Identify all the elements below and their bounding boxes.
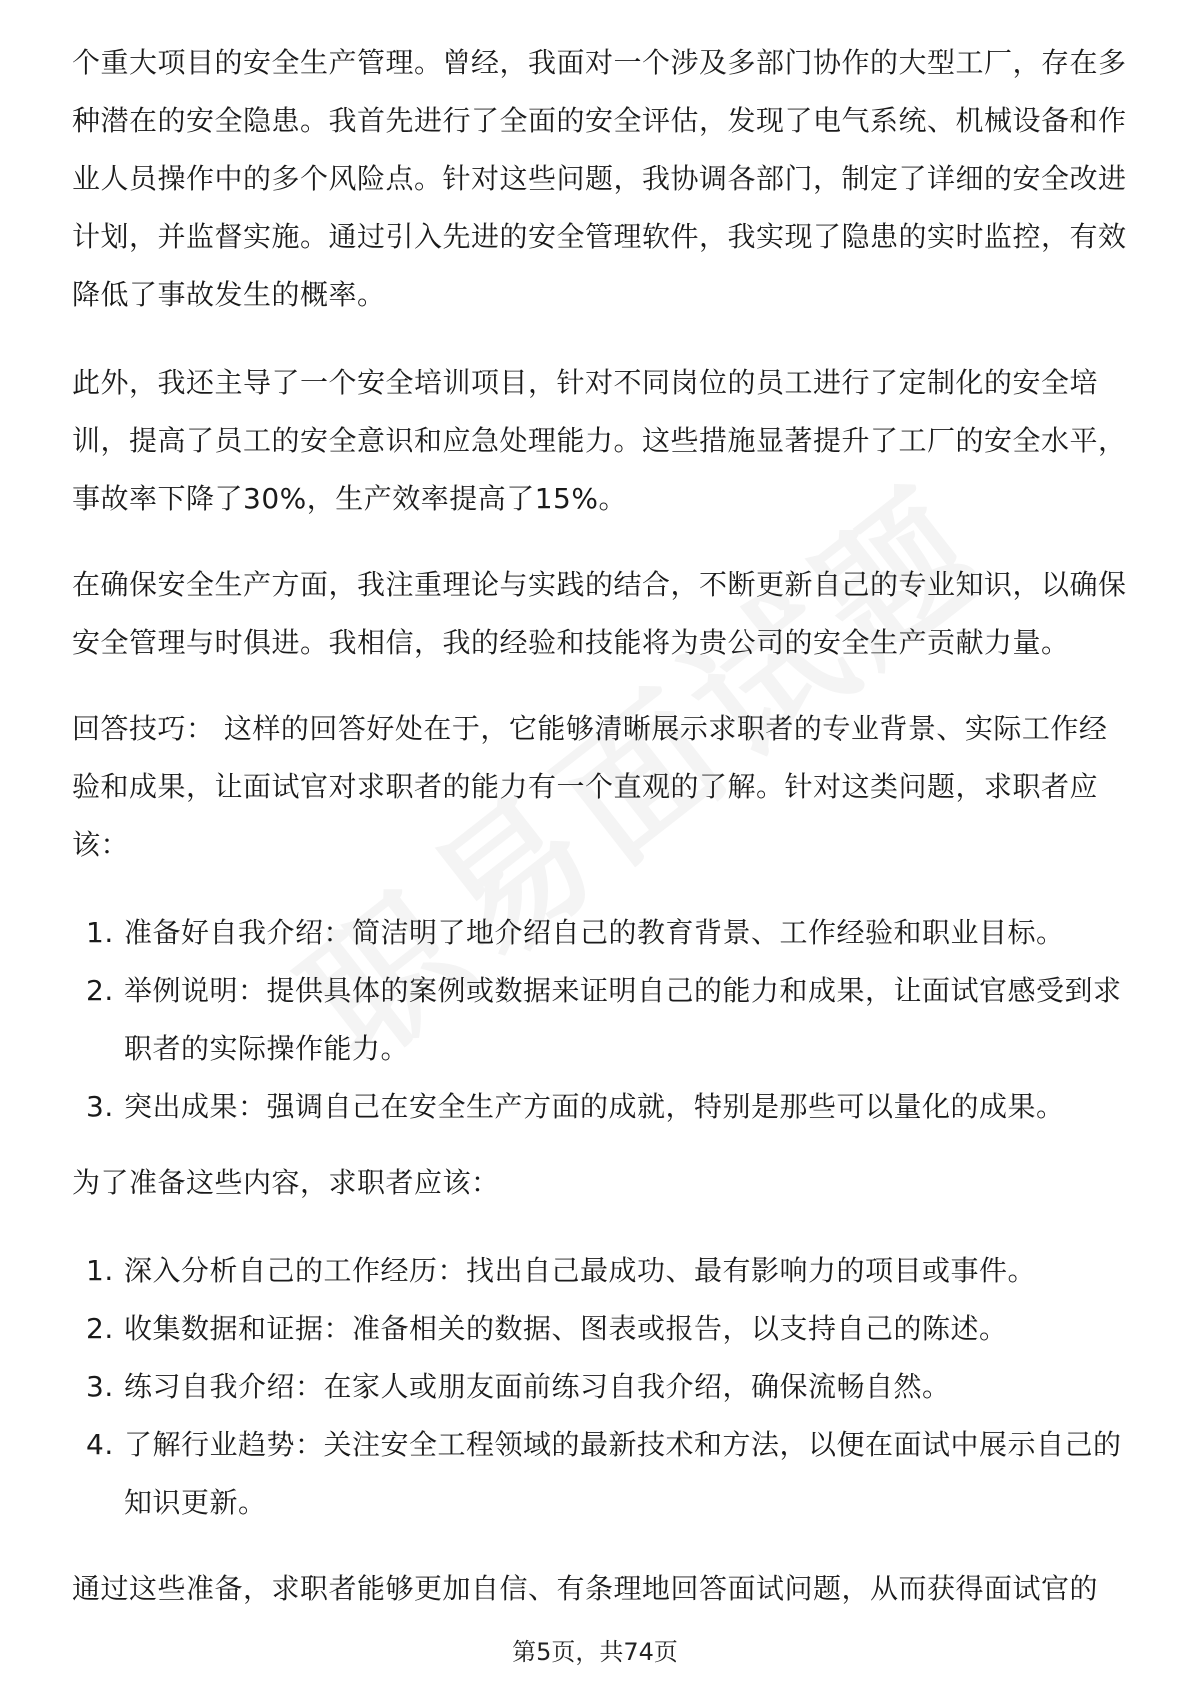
paragraph-answer-tips: 回答技巧： 这样的回答好处在于，它能够清晰展示求职者的专业背景、实际工作经验和成果，让面试官对求职者的能力有一个直观的了解。针对这类问题，求职者应该： bbox=[72, 712, 1108, 861]
paragraph-theory-practice: 在确保安全生产方面，我注重理论与实践的结合，不断更新自己的专业知识，以确保安全管理与时俱进。我相信，我的经验和技能将为贵公司的安全生产贡献力量。 bbox=[72, 568, 1127, 659]
list-item: 1. 准备好自我介绍：简洁明了地介绍自己的教育背景、工作经验和职业目标。 bbox=[86, 916, 1065, 949]
prepare-list bbox=[72, 1242, 1132, 1532]
paragraph-conclusion: 通过这些准备，求职者能够更加自信、有条理地回答面试问题，从而获得面试官的 bbox=[72, 1572, 1099, 1605]
paragraph-prepare-intro: 为了准备这些内容，求职者应该： bbox=[72, 1166, 500, 1199]
list-item: 2. 收集数据和证据：准备相关的数据、图表或报告，以支持自己的陈述。 bbox=[86, 1312, 1008, 1345]
list-item: 4. 了解行业趋势：关注安全工程领域的最新技术和方法，以便在面试中展示自己的知识更新。 bbox=[86, 1428, 1122, 1519]
tips-list bbox=[72, 904, 1132, 1136]
paragraph-safety-training: 此外，我还主导了一个安全培训项目，针对不同岗位的员工进行了定制化的安全培训，提高了员工的安全意识和应急处理能力。这些措施显著提升了工厂的安全水平，事故率下降了30%，生产效率提高了15%。 bbox=[72, 366, 1127, 515]
paragraph-project-management: 个重大项目的安全生产管理。曾经，我面对一个涉及多部门协作的大型工厂，存在多种潜在的安全隐患。我首先进行了全面的安全评估，发现了电气系统、机械设备和作业人员操作中的多个风险点。针对这些问题，我协调各部门，制定了详细的安全改进计划，并监督实施。通过引入先进的安全管理软件，我实现了隐患的实时监控，有效降低了事故发生的概率。 bbox=[72, 46, 1127, 311]
list-item: 1. 深入分析自己的工作经历：找出自己最成功、最有影响力的项目或事件。 bbox=[86, 1254, 1037, 1287]
list-item: 3. 突出成果：强调自己在安全生产方面的成就，特别是那些可以量化的成果。 bbox=[86, 1090, 1065, 1123]
list-item: 2. 举例说明：提供具体的案例或数据来证明自己的能力和成果，让面试官感受到求职者的实际操作能力。 bbox=[86, 974, 1122, 1065]
page-number: 第5页，共74页 bbox=[512, 1638, 678, 1666]
document-page bbox=[72, 34, 1132, 1618]
list-item: 3. 练习自我介绍：在家人或朋友面前练习自我介绍，确保流畅自然。 bbox=[86, 1370, 951, 1403]
